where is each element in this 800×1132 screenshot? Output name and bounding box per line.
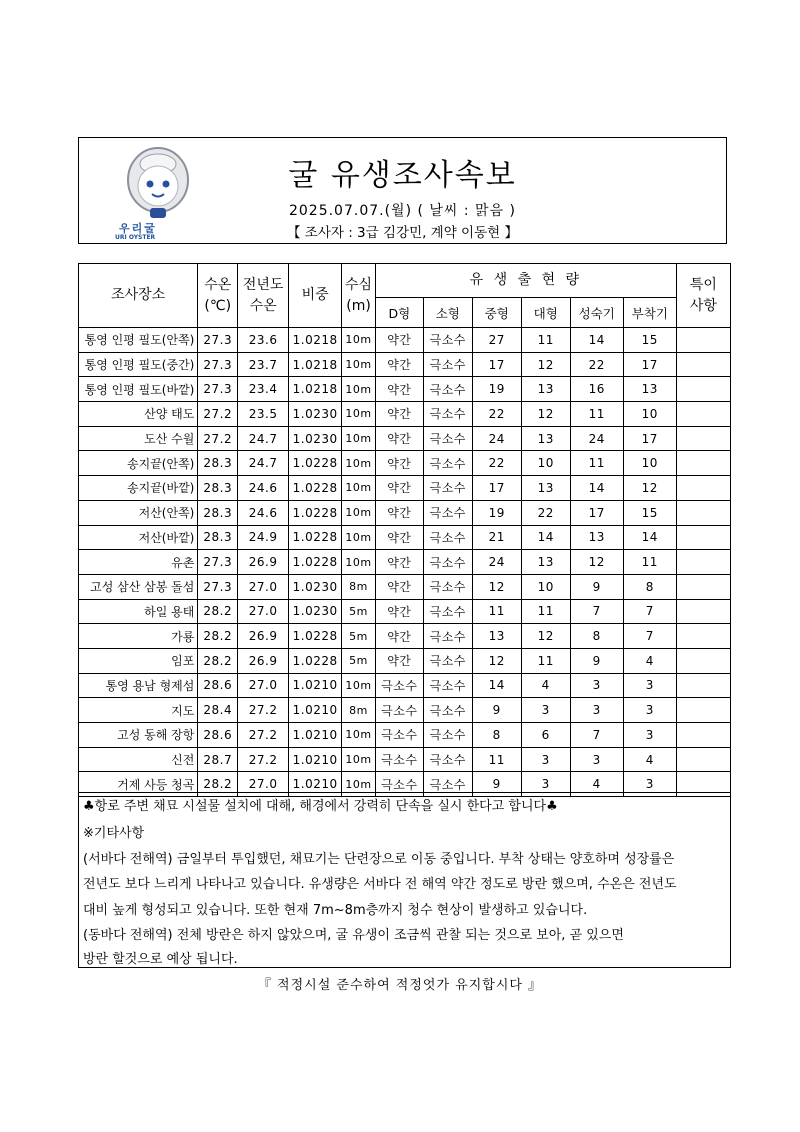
table-row bbox=[79, 648, 731, 673]
temp-cell: 28.3 bbox=[198, 525, 238, 550]
d-type-cell: 약간 bbox=[375, 352, 423, 377]
location-cell: 통영 인평 필도(바깥) bbox=[79, 377, 198, 402]
gravity-cell: 1.0230 bbox=[289, 402, 342, 427]
attached-cell: 10 bbox=[623, 451, 676, 476]
small-type-cell: 극소수 bbox=[423, 426, 472, 451]
notes-cell bbox=[676, 747, 730, 772]
mature-cell: 3 bbox=[570, 747, 623, 772]
table-row bbox=[79, 574, 731, 599]
prev-temp-cell: 24.9 bbox=[238, 525, 289, 550]
location-cell: 하일 용태 bbox=[79, 599, 198, 624]
location-cell: 산양 태도 bbox=[79, 402, 198, 427]
small-type-cell: 극소수 bbox=[423, 328, 472, 353]
depth-cell: 5m bbox=[342, 648, 376, 673]
larvae-header: 유 생 출 현 량 bbox=[375, 264, 676, 298]
attached-cell: 15 bbox=[623, 328, 676, 353]
gravity-cell: 1.0210 bbox=[289, 723, 342, 748]
temp-cell: 28.2 bbox=[198, 599, 238, 624]
table-row bbox=[79, 476, 731, 501]
notes-cell bbox=[676, 698, 730, 723]
attached-cell: 3 bbox=[623, 673, 676, 698]
table-row bbox=[79, 377, 731, 402]
note-line: 전년도 보다 느리게 나타나고 있습니다. 유생량은 서바다 전 해역 약간 정도로 방란 했으며, 수온은 전년도 bbox=[83, 877, 677, 892]
gravity-cell: 1.0210 bbox=[289, 698, 342, 723]
medium-type-cell: 22 bbox=[472, 451, 521, 476]
d-type-cell: 약간 bbox=[375, 500, 423, 525]
depth-cell: 10m bbox=[342, 500, 376, 525]
notes-cell bbox=[676, 525, 730, 550]
larvae-subheader: 대형 bbox=[521, 298, 570, 328]
attached-cell: 11 bbox=[623, 550, 676, 575]
temp-cell: 27.3 bbox=[198, 328, 238, 353]
medium-type-cell: 21 bbox=[472, 525, 521, 550]
large-type-cell: 12 bbox=[521, 352, 570, 377]
temp-cell: 28.3 bbox=[198, 476, 238, 501]
depth-cell: 10m bbox=[342, 426, 376, 451]
attached-cell: 15 bbox=[623, 500, 676, 525]
prev-temp-cell: 27.0 bbox=[238, 599, 289, 624]
prev-temp-cell: 27.0 bbox=[238, 673, 289, 698]
location-cell: 통영 인평 필도(중간) bbox=[79, 352, 198, 377]
medium-type-cell: 11 bbox=[472, 747, 521, 772]
table-row bbox=[79, 624, 731, 649]
gravity-cell: 1.0230 bbox=[289, 426, 342, 451]
temp-cell: 27.3 bbox=[198, 352, 238, 377]
gravity-cell: 1.0218 bbox=[289, 328, 342, 353]
depth-cell: 10m bbox=[342, 451, 376, 476]
temp-cell: 28.6 bbox=[198, 723, 238, 748]
table-row bbox=[79, 328, 731, 353]
depth-cell: 10m bbox=[342, 772, 376, 797]
gravity-cell: 1.0210 bbox=[289, 772, 342, 797]
attached-cell: 3 bbox=[623, 772, 676, 797]
d-type-cell: 약간 bbox=[375, 451, 423, 476]
temp-cell: 28.2 bbox=[198, 772, 238, 797]
medium-type-cell: 19 bbox=[472, 500, 521, 525]
small-type-cell: 극소수 bbox=[423, 673, 472, 698]
notes-cell bbox=[676, 624, 730, 649]
d-type-cell: 약간 bbox=[375, 525, 423, 550]
prev-temp-cell: 27.2 bbox=[238, 723, 289, 748]
notes-cell bbox=[676, 648, 730, 673]
gravity-cell: 1.0218 bbox=[289, 352, 342, 377]
mature-cell: 4 bbox=[570, 772, 623, 797]
location-cell: 송지끝(안쪽) bbox=[79, 451, 198, 476]
large-type-cell: 12 bbox=[521, 402, 570, 427]
large-type-cell: 13 bbox=[521, 476, 570, 501]
survey-table bbox=[78, 263, 731, 797]
small-type-cell: 극소수 bbox=[423, 599, 472, 624]
d-type-cell: 극소수 bbox=[375, 747, 423, 772]
location-cell: 가룡 bbox=[79, 624, 198, 649]
depth-header: 수심 (m) bbox=[342, 264, 376, 328]
d-type-cell: 약간 bbox=[375, 599, 423, 624]
mature-cell: 9 bbox=[570, 648, 623, 673]
table-row bbox=[79, 723, 731, 748]
table-row bbox=[79, 402, 731, 427]
location-cell: 송지끝(바깥) bbox=[79, 476, 198, 501]
report-date-weather: 2025.07.07.(월) ( 날씨 : 맑음 ) bbox=[288, 203, 517, 219]
table-row bbox=[79, 698, 731, 723]
mature-cell: 8 bbox=[570, 624, 623, 649]
small-type-cell: 극소수 bbox=[423, 747, 472, 772]
large-type-cell: 13 bbox=[521, 550, 570, 575]
table-row bbox=[79, 352, 731, 377]
temp-cell: 28.4 bbox=[198, 698, 238, 723]
table-row bbox=[79, 426, 731, 451]
gravity-cell: 1.0218 bbox=[289, 377, 342, 402]
location-cell: 고성 삼산 삼봉 돌섬 bbox=[79, 574, 198, 599]
large-type-cell: 11 bbox=[521, 648, 570, 673]
depth-cell: 10m bbox=[342, 476, 376, 501]
gravity-cell: 1.0228 bbox=[289, 476, 342, 501]
notes-cell bbox=[676, 723, 730, 748]
d-type-cell: 극소수 bbox=[375, 772, 423, 797]
prev-temp-cell: 24.6 bbox=[238, 500, 289, 525]
notes-cell bbox=[676, 402, 730, 427]
prev-temp-cell: 24.7 bbox=[238, 451, 289, 476]
large-type-cell: 3 bbox=[521, 698, 570, 723]
table-row bbox=[79, 599, 731, 624]
mature-cell: 12 bbox=[570, 550, 623, 575]
medium-type-cell: 11 bbox=[472, 599, 521, 624]
depth-cell: 8m bbox=[342, 698, 376, 723]
gravity-cell: 1.0228 bbox=[289, 500, 342, 525]
small-type-cell: 극소수 bbox=[423, 723, 472, 748]
medium-type-cell: 14 bbox=[472, 673, 521, 698]
notes-box bbox=[78, 792, 731, 968]
temp-cell: 28.2 bbox=[198, 648, 238, 673]
gravity-cell: 1.0228 bbox=[289, 525, 342, 550]
attached-cell: 10 bbox=[623, 402, 676, 427]
gravity-cell: 1.0210 bbox=[289, 747, 342, 772]
notes-header: 특이 사항 bbox=[676, 264, 730, 328]
notes-cell bbox=[676, 599, 730, 624]
large-type-cell: 11 bbox=[521, 328, 570, 353]
gravity-cell: 1.0228 bbox=[289, 624, 342, 649]
small-type-cell: 극소수 bbox=[423, 500, 472, 525]
note-line: 대비 높게 형성되고 있습니다. 또한 현재 7m~8m층까지 청수 현상이 발생하고 있습니다. bbox=[83, 903, 588, 918]
small-type-cell: 극소수 bbox=[423, 772, 472, 797]
header-box bbox=[78, 137, 727, 244]
location-cell: 임포 bbox=[79, 648, 198, 673]
notes-cell bbox=[676, 574, 730, 599]
attached-cell: 13 bbox=[623, 377, 676, 402]
small-type-cell: 극소수 bbox=[423, 451, 472, 476]
d-type-cell: 약간 bbox=[375, 377, 423, 402]
depth-cell: 10m bbox=[342, 723, 376, 748]
depth-cell: 5m bbox=[342, 624, 376, 649]
other-notes-title: ※기타사항 bbox=[83, 826, 145, 841]
attached-cell: 7 bbox=[623, 624, 676, 649]
depth-cell: 5m bbox=[342, 599, 376, 624]
location-cell: 유촌 bbox=[79, 550, 198, 575]
mature-cell: 16 bbox=[570, 377, 623, 402]
larvae-subheader: 부착기 bbox=[623, 298, 676, 328]
small-type-cell: 극소수 bbox=[423, 352, 472, 377]
location-cell: 지도 bbox=[79, 698, 198, 723]
temp-cell: 27.3 bbox=[198, 377, 238, 402]
large-type-cell: 13 bbox=[521, 426, 570, 451]
depth-cell: 10m bbox=[342, 377, 376, 402]
medium-type-cell: 12 bbox=[472, 648, 521, 673]
location-cell: 통영 인평 필도(안쪽) bbox=[79, 328, 198, 353]
notes-cell bbox=[676, 476, 730, 501]
temp-cell: 27.3 bbox=[198, 574, 238, 599]
note-line: (동바다 전해역) 전체 방란은 하지 않았으며, 굴 유생이 조금씩 관찰 되는 것으로 보아, 곧 있으면 bbox=[83, 928, 624, 943]
survey-table-body bbox=[79, 328, 731, 797]
prev-temp-cell: 23.5 bbox=[238, 402, 289, 427]
small-type-cell: 극소수 bbox=[423, 574, 472, 599]
temp-cell: 28.3 bbox=[198, 500, 238, 525]
prev-temp-cell: 26.9 bbox=[238, 624, 289, 649]
table-row bbox=[79, 451, 731, 476]
large-type-cell: 6 bbox=[521, 723, 570, 748]
d-type-cell: 약간 bbox=[375, 402, 423, 427]
small-type-cell: 극소수 bbox=[423, 624, 472, 649]
larvae-subheader: 성숙기 bbox=[570, 298, 623, 328]
larvae-subheader: 소형 bbox=[423, 298, 472, 328]
attached-cell: 17 bbox=[623, 352, 676, 377]
d-type-cell: 약간 bbox=[375, 550, 423, 575]
large-type-cell: 12 bbox=[521, 624, 570, 649]
notes-cell bbox=[676, 352, 730, 377]
temp-header: 수온 (℃) bbox=[198, 264, 238, 328]
medium-type-cell: 17 bbox=[472, 476, 521, 501]
mature-cell: 11 bbox=[570, 402, 623, 427]
small-type-cell: 극소수 bbox=[423, 550, 472, 575]
table-row bbox=[79, 550, 731, 575]
temp-cell: 27.3 bbox=[198, 550, 238, 575]
logo-subtext: URI OYSTER bbox=[115, 234, 156, 241]
mature-cell: 7 bbox=[570, 599, 623, 624]
gravity-cell: 1.0230 bbox=[289, 599, 342, 624]
small-type-cell: 극소수 bbox=[423, 476, 472, 501]
mature-cell: 11 bbox=[570, 451, 623, 476]
d-type-cell: 극소수 bbox=[375, 673, 423, 698]
prev-temp-cell: 27.0 bbox=[238, 574, 289, 599]
page-title: 굴 유생조사속보 bbox=[288, 158, 517, 193]
medium-type-cell: 27 bbox=[472, 328, 521, 353]
prev-temp-cell: 24.6 bbox=[238, 476, 289, 501]
attached-cell: 3 bbox=[623, 723, 676, 748]
temp-cell: 28.6 bbox=[198, 673, 238, 698]
prev-temp-cell: 27.0 bbox=[238, 772, 289, 797]
mature-cell: 13 bbox=[570, 525, 623, 550]
small-type-cell: 극소수 bbox=[423, 648, 472, 673]
location-cell: 도산 수월 bbox=[79, 426, 198, 451]
notes-cell bbox=[676, 500, 730, 525]
note-line: 방란 할것으로 예상 됩니다. bbox=[83, 952, 238, 967]
depth-cell: 10m bbox=[342, 402, 376, 427]
footer-slogan: 『 적정시설 준수하여 적정엇가 유지합시다 』 bbox=[257, 978, 543, 993]
depth-cell: 10m bbox=[342, 352, 376, 377]
surveyor-info: 【 조사자 : 3급 김강민, 계약 이동현 】 bbox=[287, 225, 518, 241]
notes-cell bbox=[676, 328, 730, 353]
d-type-cell: 약간 bbox=[375, 624, 423, 649]
table-row bbox=[79, 525, 731, 550]
large-type-cell: 22 bbox=[521, 500, 570, 525]
large-type-cell: 4 bbox=[521, 673, 570, 698]
prev-temp-cell: 26.9 bbox=[238, 550, 289, 575]
prev-temp-cell: 24.7 bbox=[238, 426, 289, 451]
mature-cell: 17 bbox=[570, 500, 623, 525]
prev-temp-cell: 23.4 bbox=[238, 377, 289, 402]
small-type-cell: 극소수 bbox=[423, 402, 472, 427]
temp-cell: 28.3 bbox=[198, 451, 238, 476]
medium-type-cell: 9 bbox=[472, 772, 521, 797]
location-cell: 통영 용남 형제섬 bbox=[79, 673, 198, 698]
medium-type-cell: 13 bbox=[472, 624, 521, 649]
table-row bbox=[79, 500, 731, 525]
notes-cell bbox=[676, 377, 730, 402]
temp-cell: 28.2 bbox=[198, 624, 238, 649]
medium-type-cell: 12 bbox=[472, 574, 521, 599]
larvae-subheader: D형 bbox=[375, 298, 423, 328]
medium-type-cell: 24 bbox=[472, 426, 521, 451]
gravity-cell: 1.0210 bbox=[289, 673, 342, 698]
location-cell: 저산(안쪽) bbox=[79, 500, 198, 525]
small-type-cell: 극소수 bbox=[423, 525, 472, 550]
attached-cell: 4 bbox=[623, 648, 676, 673]
attached-cell: 14 bbox=[623, 525, 676, 550]
mature-cell: 3 bbox=[570, 698, 623, 723]
location-cell: 거제 사등 청곡 bbox=[79, 772, 198, 797]
medium-type-cell: 9 bbox=[472, 698, 521, 723]
mature-cell: 24 bbox=[570, 426, 623, 451]
mature-cell: 14 bbox=[570, 328, 623, 353]
mature-cell: 3 bbox=[570, 673, 623, 698]
large-type-cell: 11 bbox=[521, 599, 570, 624]
medium-type-cell: 24 bbox=[472, 550, 521, 575]
notes-cell bbox=[676, 673, 730, 698]
mature-cell: 9 bbox=[570, 574, 623, 599]
gravity-cell: 1.0230 bbox=[289, 574, 342, 599]
prev-temp-cell: 27.2 bbox=[238, 747, 289, 772]
location-cell: 신전 bbox=[79, 747, 198, 772]
gravity-header: 비중 bbox=[289, 264, 342, 328]
notes-cell bbox=[676, 550, 730, 575]
medium-type-cell: 17 bbox=[472, 352, 521, 377]
large-type-cell: 14 bbox=[521, 525, 570, 550]
prev-temp-cell: 26.9 bbox=[238, 648, 289, 673]
attached-cell: 3 bbox=[623, 698, 676, 723]
d-type-cell: 약간 bbox=[375, 426, 423, 451]
table-row bbox=[79, 673, 731, 698]
location-cell: 고성 동해 장항 bbox=[79, 723, 198, 748]
depth-cell: 10m bbox=[342, 550, 376, 575]
medium-type-cell: 22 bbox=[472, 402, 521, 427]
depth-cell: 10m bbox=[342, 328, 376, 353]
depth-cell: 10m bbox=[342, 525, 376, 550]
warning-note: ♣항로 주변 채묘 시설물 설치에 대해, 해경에서 강력히 단속을 실시 한다고 합니다♣ bbox=[83, 799, 558, 814]
temp-cell: 27.2 bbox=[198, 426, 238, 451]
d-type-cell: 극소수 bbox=[375, 723, 423, 748]
large-type-cell: 3 bbox=[521, 772, 570, 797]
mature-cell: 7 bbox=[570, 723, 623, 748]
large-type-cell: 10 bbox=[521, 574, 570, 599]
logo-text: 우리굴 bbox=[119, 222, 157, 235]
d-type-cell: 극소수 bbox=[375, 698, 423, 723]
medium-type-cell: 8 bbox=[472, 723, 521, 748]
temp-cell: 28.7 bbox=[198, 747, 238, 772]
notes-cell bbox=[676, 426, 730, 451]
depth-cell: 10m bbox=[342, 747, 376, 772]
d-type-cell: 약간 bbox=[375, 648, 423, 673]
gravity-cell: 1.0228 bbox=[289, 451, 342, 476]
larvae-subheader: 중형 bbox=[472, 298, 521, 328]
depth-cell: 8m bbox=[342, 574, 376, 599]
notes-cell bbox=[676, 451, 730, 476]
attached-cell: 4 bbox=[623, 747, 676, 772]
medium-type-cell: 19 bbox=[472, 377, 521, 402]
mature-cell: 14 bbox=[570, 476, 623, 501]
attached-cell: 7 bbox=[623, 599, 676, 624]
note-line: (서바다 전해역) 금일부터 투입했던, 채묘기는 단련장으로 이동 중입니다. 부착 상태는 양호하며 성장률은 bbox=[83, 852, 675, 867]
location-cell: 저산(바깥) bbox=[79, 525, 198, 550]
depth-cell: 10m bbox=[342, 673, 376, 698]
prev-temp-header: 전년도 수온 bbox=[238, 264, 289, 328]
location-header: 조사장소 bbox=[79, 264, 198, 328]
gravity-cell: 1.0228 bbox=[289, 550, 342, 575]
gravity-cell: 1.0228 bbox=[289, 648, 342, 673]
small-type-cell: 극소수 bbox=[423, 698, 472, 723]
prev-temp-cell: 23.6 bbox=[238, 328, 289, 353]
attached-cell: 8 bbox=[623, 574, 676, 599]
d-type-cell: 약간 bbox=[375, 574, 423, 599]
large-type-cell: 13 bbox=[521, 377, 570, 402]
small-type-cell: 극소수 bbox=[423, 377, 472, 402]
d-type-cell: 약간 bbox=[375, 476, 423, 501]
attached-cell: 17 bbox=[623, 426, 676, 451]
mature-cell: 22 bbox=[570, 352, 623, 377]
table-row bbox=[79, 747, 731, 772]
large-type-cell: 3 bbox=[521, 747, 570, 772]
attached-cell: 12 bbox=[623, 476, 676, 501]
temp-cell: 27.2 bbox=[198, 402, 238, 427]
d-type-cell: 약간 bbox=[375, 328, 423, 353]
prev-temp-cell: 23.7 bbox=[238, 352, 289, 377]
prev-temp-cell: 27.2 bbox=[238, 698, 289, 723]
large-type-cell: 10 bbox=[521, 451, 570, 476]
